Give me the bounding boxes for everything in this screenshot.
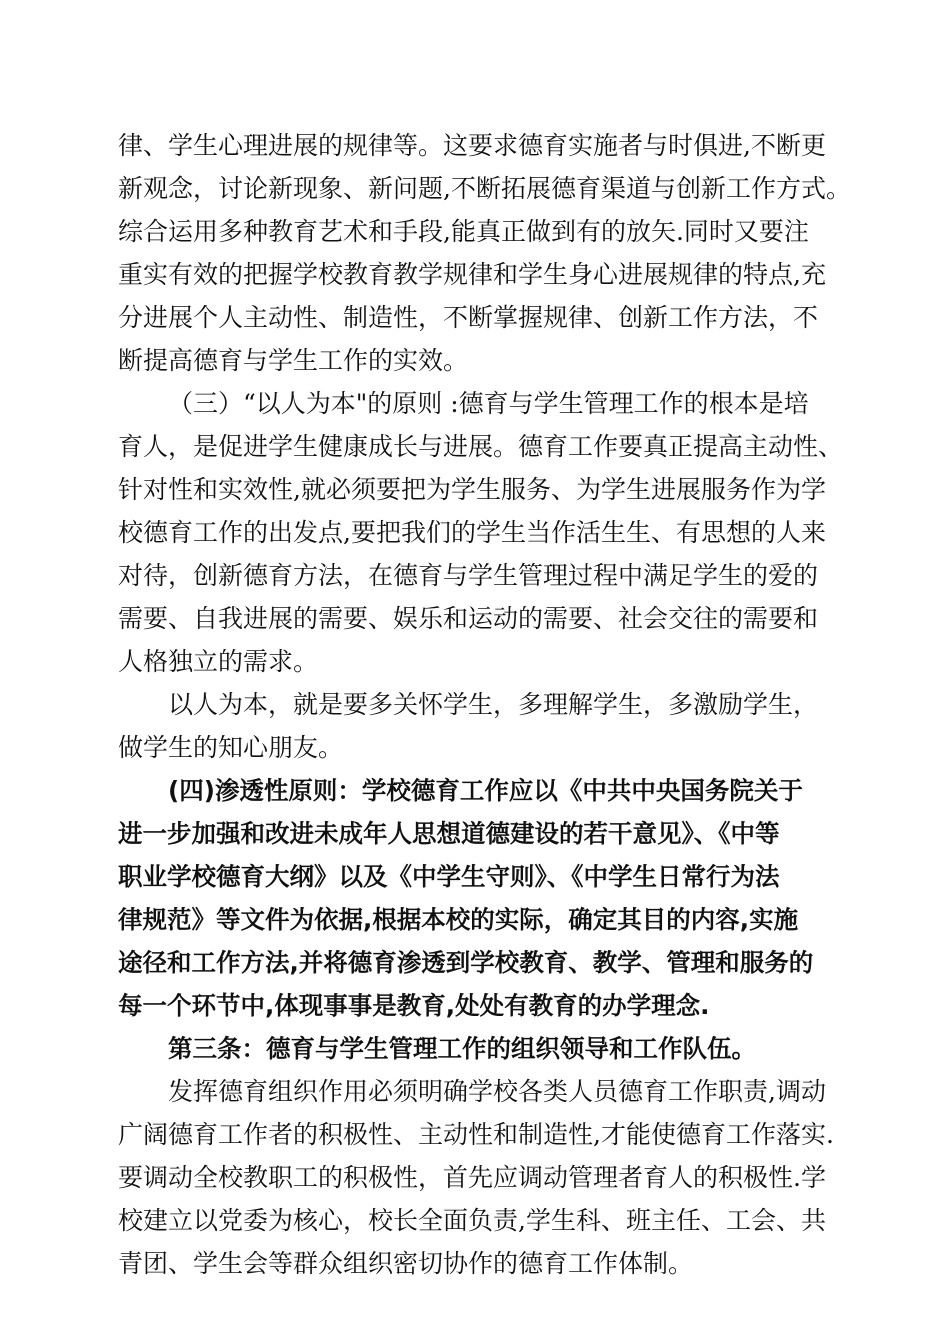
text-line: 青团、学生会等群众组织密切协作的德育工作体制。 bbox=[118, 1249, 694, 1278]
text-line: 职业学校德育大纲》以及《中学生守则》、《中学生日常行为法 bbox=[118, 862, 780, 891]
text-line: 第三条：德育与学生管理工作的组织领导和工作队伍。 bbox=[168, 1034, 756, 1063]
text-line: 每一个环节中,体现事事是教育,处处有教育的办学理念. bbox=[118, 991, 710, 1020]
text-line: 校建立以党委为核心，校长全面负责,学生科、班主任、工会、共 bbox=[118, 1206, 826, 1235]
paragraph-principle-continued bbox=[118, 124, 853, 382]
document-body bbox=[118, 124, 853, 1285]
text-line: (四)渗透性原则：学校德育工作应以《中共中央国务院关于 bbox=[168, 776, 803, 805]
text-line: 育人，是促进学生健康成长与进展。德育工作要真正提高主动性、 bbox=[118, 432, 844, 461]
text-line: 广阔德育工作者的积极性、主动性和制造性,才能使德育工作落实. bbox=[118, 1120, 834, 1149]
text-line: 律、学生心理进展的规律等。这要求德育实施者与时俱进,不断更 bbox=[118, 131, 826, 160]
paragraph-care-for-students bbox=[118, 683, 853, 769]
text-line: 人格独立的需求。 bbox=[118, 647, 319, 676]
article-three-heading bbox=[118, 1027, 853, 1070]
text-line: 做学生的知心朋友。 bbox=[118, 733, 344, 762]
text-line: 以人为本，就是要多关怀学生，多理解学生，多激励学生， bbox=[168, 690, 819, 719]
text-line: 要调动全校教职工的积极性，首先应调动管理者育人的积极性.学 bbox=[118, 1163, 826, 1192]
text-line: 分进展个人主动性、制造性，不断掌握规律、创新工作方法，不 bbox=[118, 303, 819, 332]
text-line: 校德育工作的出发点,要把我们的学生当作活生生、有思想的人来 bbox=[118, 518, 826, 547]
text-line: 新观念，讨论新现象、新问题,不断拓展德育渠道与创新工作方式。 bbox=[118, 174, 851, 203]
text-line: 对待，创新德育方法，在德育与学生管理过程中满足学生的爱的 bbox=[118, 561, 819, 590]
text-line: 重实有效的把握学校教育教学规律和学生身心进展规律的特点,充 bbox=[118, 260, 826, 289]
text-line: 途径和工作方法,并将德育渗透到学校教育、教学、管理和服务的 bbox=[118, 948, 814, 977]
paragraph-permeation-principle bbox=[118, 769, 853, 1027]
text-line: 发挥德育组织作用必须明确学校各类人员德育工作职责,调动 bbox=[168, 1077, 826, 1106]
text-line: 断提高德育与学生工作的实效。 bbox=[118, 346, 469, 375]
text-line: 综合运用多种教育艺术和手段,能真正做到有的放矢.同时又要注 bbox=[118, 217, 809, 246]
text-line: 律规范》等文件为依据,根据本校的实际，确定其目的内容,实施 bbox=[118, 905, 799, 934]
text-line: 针对性和实效性,就必须要把为学生服务、为学生进展服务作为学 bbox=[118, 475, 826, 504]
text-line: 需要、自我进展的需要、娱乐和运动的需要、社会交往的需要和 bbox=[118, 604, 819, 633]
text-line: （三）“以人为本"的原则 :德育与学生管理工作的根本是培 bbox=[168, 389, 809, 418]
text-line: 进一步加强和改进未成年人思想道德建设的若干意见》、《中等 bbox=[118, 819, 780, 848]
paragraph-organization-role bbox=[118, 1070, 853, 1285]
paragraph-people-oriented-principle bbox=[118, 382, 853, 683]
